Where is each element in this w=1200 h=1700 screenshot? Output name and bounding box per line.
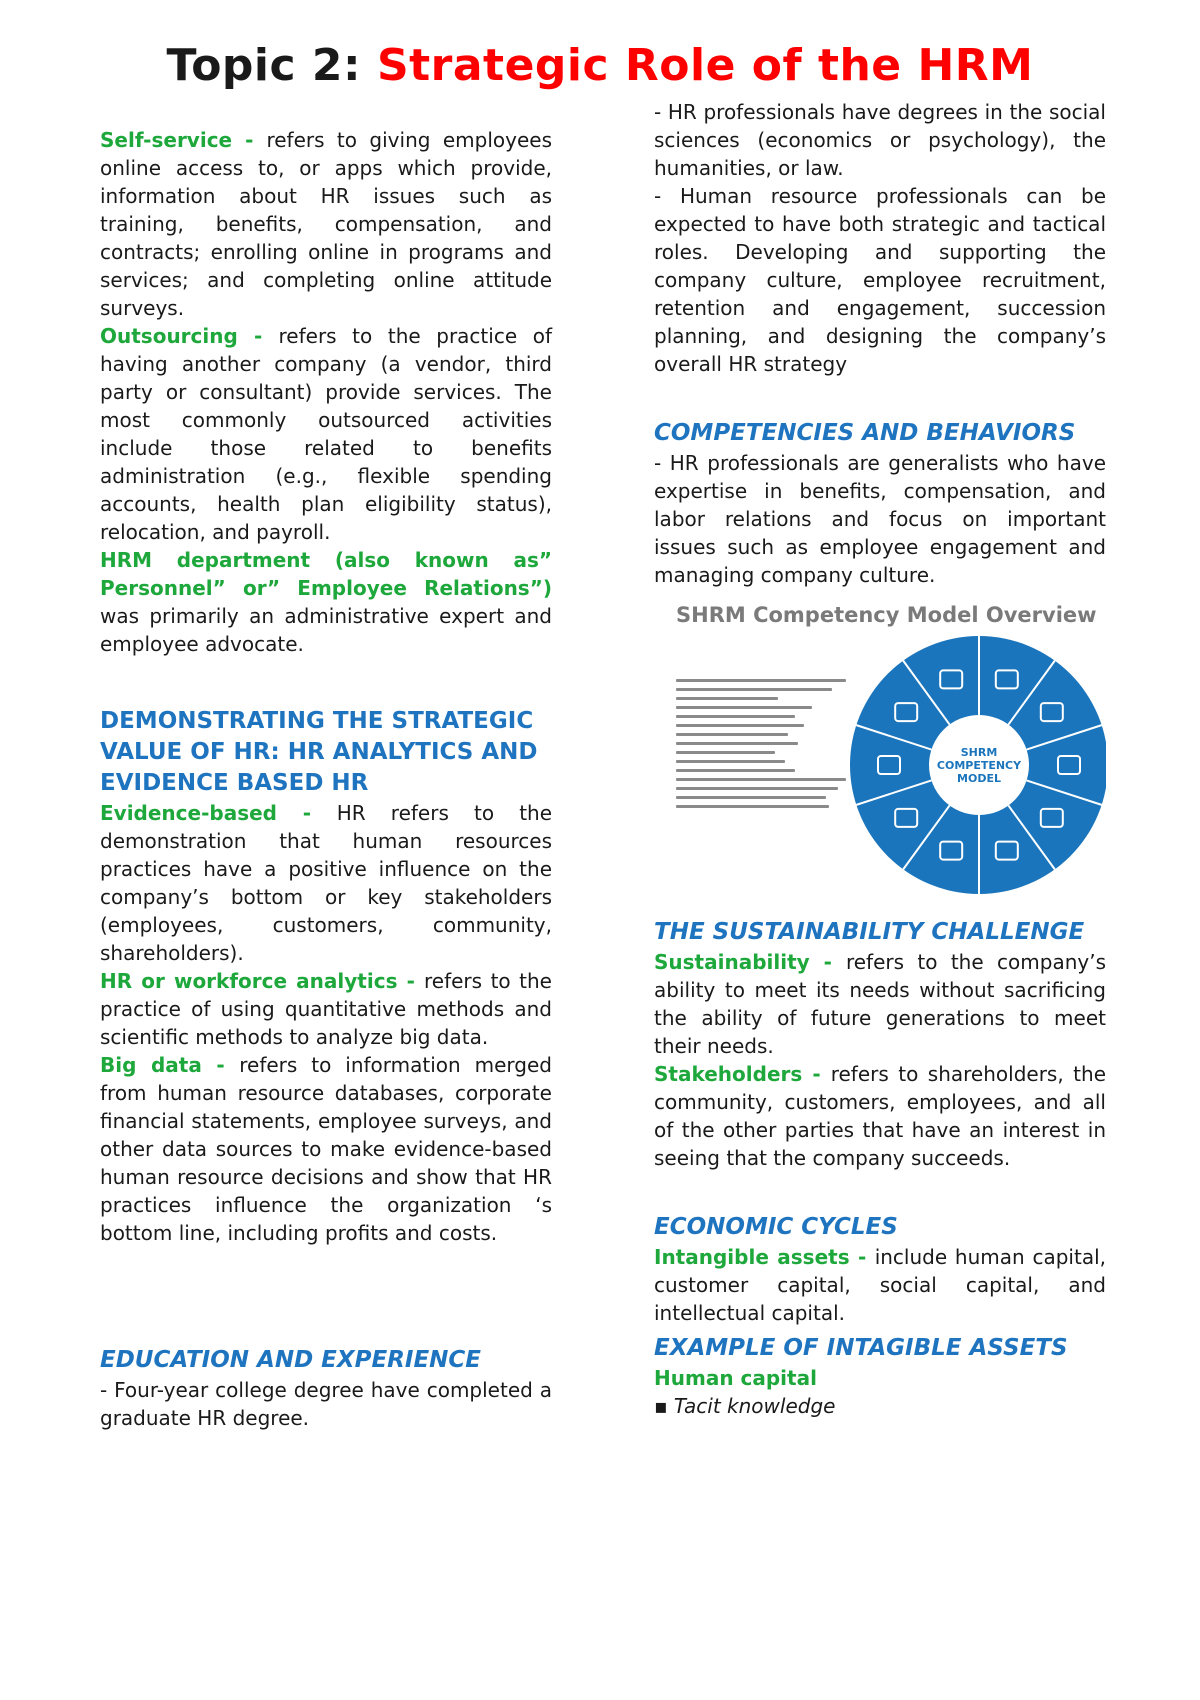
self-service-term: Self-service - (100, 128, 267, 152)
intangible-text: include human capital, customer capital, social capital, and intellectual capital. (654, 1245, 1106, 1325)
competencies-heading: COMPETENCIES AND BEHAVIORS (654, 420, 1076, 446)
right-column (654, 98, 1106, 1420)
big-data-text: refers to information merged from human resource databases, corporate financial statements, employee surveys, and other data sources to make evidence-based human resource decisions and show that HR practices influence the organization ‘s bottom line, including profits and costs. (100, 1053, 552, 1245)
tacit-knowledge-item: ▪ Tacit knowledge (654, 1394, 836, 1418)
sustainability-term: Sustainability - (654, 950, 846, 974)
outsourcing-text: refers to the practice of having another company (a vendor, third party or consultant) provide services. The most commonly outsourced activities include those related to benefits administration (e.g., flexible spending accounts, health plan eligibility status), relocation, and payroll. (100, 324, 552, 544)
outsourcing-paragraph (100, 322, 552, 546)
roles-paragraph: - Human resource professionals can be expected to have both strategic and tactical roles. Developing and supporting the company culture, employee recruitment, retention and engagement, succession planning, and designing the company’s overall HR strategy (654, 184, 1106, 376)
competency-wheel (654, 597, 1106, 897)
self-service-text: refers to giving employees online access to, or apps which provide, information about HR issues such as training, benefits, compensation, and contracts; enrolling online in programs and services; and completing online attitude surveys. (100, 128, 552, 320)
title-prefix: Topic 2: (166, 40, 377, 91)
degrees-paragraph: - HR professionals have degrees in the social sciences (economics or psychology), the humanities, or law. (654, 100, 1106, 180)
education-heading: EDUCATION AND EXPERIENCE (100, 1347, 481, 1373)
page-title (0, 40, 1200, 91)
figure-title: SHRM Competency Model Overview (676, 603, 1097, 627)
hrm-department-term: HRM department (also known as” Personnel” or” Employee Relations”) (100, 548, 552, 600)
shrm-competency-figure (654, 597, 1106, 897)
outsourcing-term: Outsourcing - (100, 324, 279, 348)
analytics-text: refers to the practice of using quantitative methods and scientific methods to analyze big data. (100, 969, 552, 1049)
example-heading: EXAMPLE OF INTAGIBLE ASSETS (654, 1335, 1068, 1361)
wheel-center-label: SHRM COMPETENCY MODEL (936, 746, 1022, 785)
intangible-term: Intangible assets - (654, 1245, 875, 1269)
sustainability-paragraph (654, 948, 1106, 1060)
education-paragraph: - Four-year college degree have completed a graduate HR degree. (100, 1378, 552, 1430)
sustainability-text: refers to the company’s ability to meet its needs without sacrificing the ability of future generations to meet their needs. (654, 950, 1106, 1058)
left-column (100, 126, 552, 1432)
stakeholders-text: refers to shareholders, the community, customers, employees, and all of the other parties that have an interest in seeing that the company succeeds. (654, 1062, 1106, 1170)
sustainability-heading: THE SUSTAINABILITY CHALLENGE (654, 919, 1085, 945)
hrm-department-paragraph (100, 546, 552, 658)
self-service-paragraph (100, 126, 552, 322)
title-highlight: Strategic Role of the HRM (376, 40, 1034, 91)
analytics-paragraph (100, 967, 552, 1051)
stakeholders-term: Stakeholders - (654, 1062, 831, 1086)
big-data-paragraph (100, 1051, 552, 1247)
evidence-based-paragraph (100, 799, 552, 967)
economic-cycles-heading: ECONOMIC CYCLES (654, 1214, 898, 1240)
intangible-paragraph (654, 1243, 1106, 1327)
big-data-term: Big data - (100, 1053, 240, 1077)
hrm-department-text: was primarily an administrative expert and employee advocate. (100, 604, 552, 656)
strategic-value-heading: DEMONSTRATING THE STRATEGIC VALUE OF HR: HR ANALYTICS AND EVIDENCE BASED HR (100, 708, 538, 796)
evidence-based-text: HR refers to the demonstration that human resources practices have a positive influence on the company’s bottom or key stakeholders (employees, customers, community, shareholders). (100, 801, 553, 965)
stakeholders-paragraph (654, 1060, 1106, 1172)
evidence-based-term: Evidence-based - (100, 801, 337, 825)
analytics-term: HR or workforce analytics - (100, 969, 424, 993)
generalists-paragraph: - HR professionals are generalists who have expertise in benefits, compensation, and labor relations and focus on important issues such as employee engagement and managing company culture. (654, 451, 1106, 587)
human-capital-label: Human capital (654, 1366, 817, 1390)
